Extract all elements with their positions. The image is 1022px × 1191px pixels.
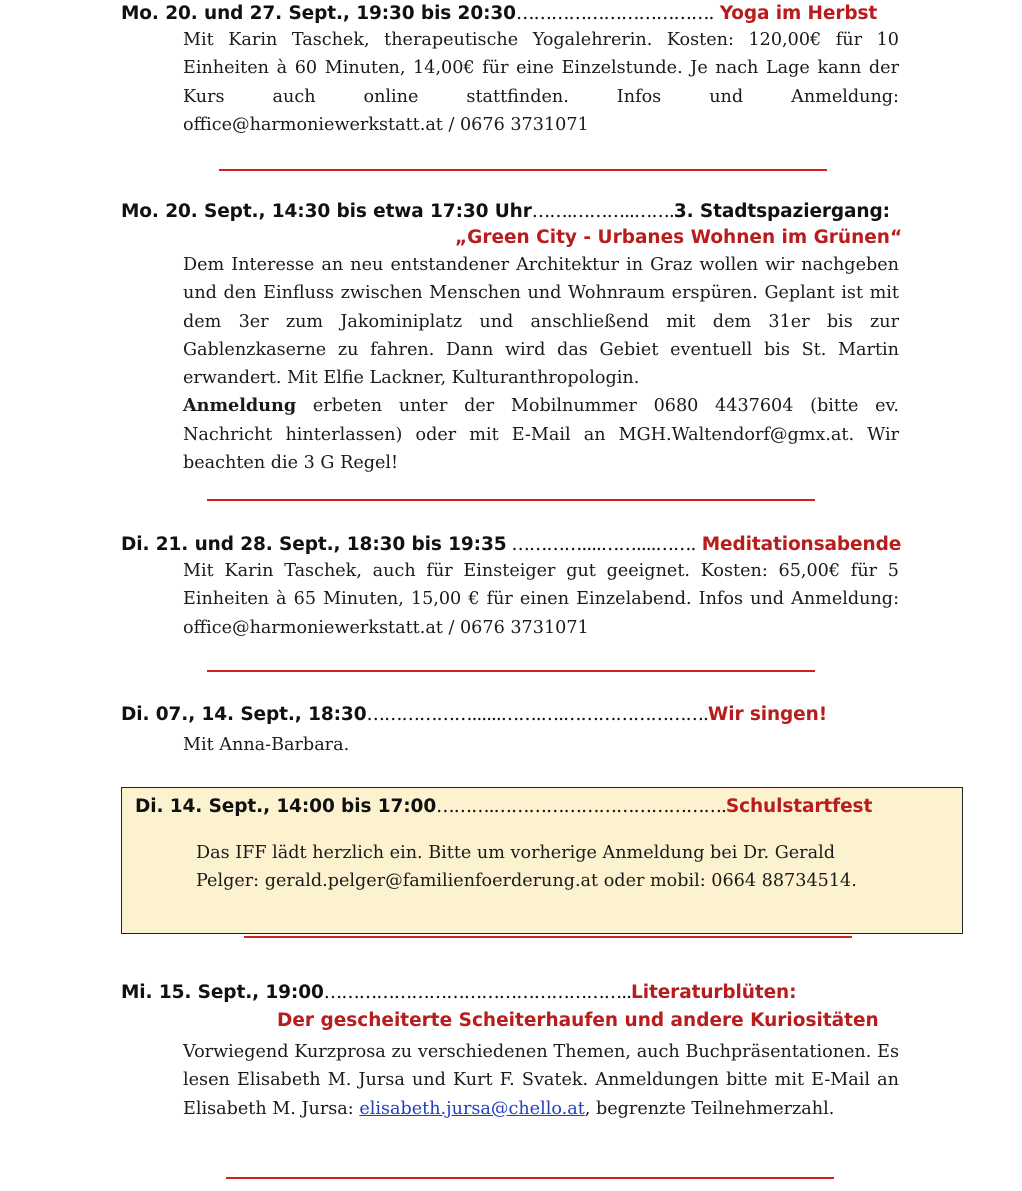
event-3-heading <box>121 534 901 555</box>
event-4-body: Mit Anna-Barbara. <box>183 735 350 755</box>
event-4-date: Di. 07., 14. Sept., 18:30 <box>121 704 367 725</box>
event-4-description <box>183 731 899 759</box>
event-1-body: Mit Karin Taschek, therapeutische Yogalehrerin. Kosten: 120,00€ für 10 Einheiten à 60 Minuten, 14,00€ für eine Einzelstunde. Je nach Lage kann der Kurs auch online stattfinden. Infos und Anmeldung: office@harmoniewerkstatt.at / 0676 3731071 <box>183 30 899 135</box>
event-6-description <box>183 1038 899 1123</box>
event-1-heading <box>121 3 877 24</box>
schulstartfest-box <box>121 787 963 934</box>
event-2-description <box>183 251 899 477</box>
event-2-leader-dots: …….………..……. <box>531 201 674 222</box>
event-5-body: Das IFF lädt herzlich ein. Bitte um vorherige Anmeldung bei Dr. Gerald Pelger: gerald.pelger@familienfoerderung.at oder mobil: 0664 88734514. <box>196 843 857 892</box>
event-2-registration-text: erbeten unter der Mobilnummer 0680 4437604 (bitte ev. Nachricht hinterlassen) oder mit E-Mail an MGH.Waltendorf@gmx.at. Wir beachten die 3 G Regel! <box>183 396 899 474</box>
event-6-body-text: Vorwiegend Kurzprosa zu verschiedenen Themen, auch Buchpräsentationen. Es lesen Elisabeth M. Jursa und Kurt F. Svatek. Anmeldungen bitte mit E-Mail an Elisabeth M. Jursa: <box>183 1042 899 1119</box>
event-3-leader-dots: …………....……....……. <box>506 534 696 555</box>
event-3-title: Meditationsabende <box>701 534 902 555</box>
event-3-description <box>183 557 899 642</box>
event-4-heading <box>121 704 827 725</box>
email-link[interactable]: elisabeth.jursa@chello.at <box>359 1098 585 1119</box>
event-2-registration-label: Anmeldung <box>183 395 297 417</box>
event-5-leader-dots: ……….…………………………………. <box>436 796 726 817</box>
event-1-leader-dots: ……………………………. <box>515 3 714 24</box>
event-6-body <box>183 1038 899 1123</box>
event-4-leader-dots: ………………......…….….……………………. <box>366 704 708 725</box>
event-2-heading <box>121 201 890 222</box>
event-6-leader-dots: …………………………………………….. <box>323 982 632 1003</box>
event-5-title: Schulstartfest <box>725 796 873 817</box>
event-5-heading <box>135 796 872 817</box>
separator-5 <box>226 1177 834 1179</box>
event-4-title: Wir singen! <box>707 704 828 725</box>
event-2-subtitle: „Green City - Urbanes Wohnen im Grünen“ <box>455 227 903 248</box>
event-6-heading <box>121 982 796 1003</box>
event-1-description <box>183 26 899 139</box>
event-6-body-tail: , begrenzte Teilnehmerzahl. <box>584 1098 835 1119</box>
event-6-subtitle: Der gescheiterte Scheiterhaufen und andere Kuriositäten <box>277 1010 879 1031</box>
event-1-date: Mo. 20. und 27. Sept., 19:30 bis 20:30 <box>121 3 516 24</box>
event-3-date: Di. 21. und 28. Sept., 18:30 bis 19:35 <box>121 534 507 555</box>
event-6-title: Literaturblüten: <box>631 982 797 1003</box>
separator-4 <box>244 936 852 938</box>
event-2-registration <box>183 392 899 477</box>
separator-3 <box>207 670 815 672</box>
event-2-body: Dem Interesse an neu entstandener Architektur in Graz wollen wir nachgeben und den Einfluss zwischen Menschen und Wohnraum erspüren. Geplant ist mit dem 3er zum Jakominiplatz und anschließend mit dem 31er bis zur Gablenzkaserne zu fahren. Dann wird das Gebiet eventuell bis St. Martin erwandert. Mit Elfie Lackner, Kulturanthropologin. <box>183 255 899 389</box>
event-5-description <box>196 839 896 896</box>
event-2-title: 3. Stadtspaziergang: <box>673 201 890 222</box>
event-1-title: Yoga im Herbst <box>719 3 878 24</box>
separator-1 <box>219 169 827 171</box>
event-2-date: Mo. 20. Sept., 14:30 bis etwa 17:30 Uhr <box>121 201 532 222</box>
event-6-date: Mi. 15. Sept., 19:00 <box>121 982 324 1003</box>
event-3-body: Mit Karin Taschek, auch für Einsteiger gut geeignet. Kosten: 65,00€ für 5 Einheiten à 65 Minuten, 15,00 € für einen Einzelabend. Infos und Anmeldung: office@harmoniewerkstatt.at / 0676 3731071 <box>183 561 899 638</box>
event-5-date: Di. 14. Sept., 14:00 bis 17:00 <box>135 796 437 817</box>
separator-2 <box>207 499 815 501</box>
